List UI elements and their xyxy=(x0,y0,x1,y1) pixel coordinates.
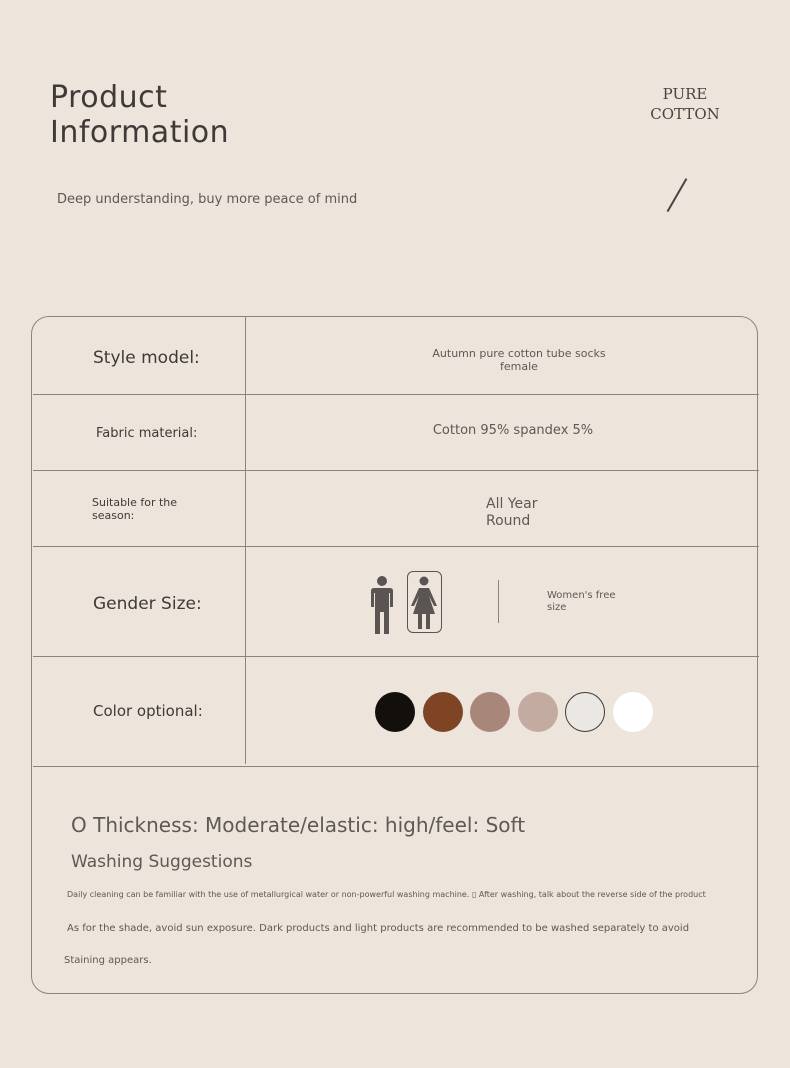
washing-text-line-2: As for the shade, avoid sun exposure. Dark products and light products are recommended to be washed separately to avoid xyxy=(67,923,690,934)
male-icon xyxy=(370,574,394,640)
color-optional-label: Color optional: xyxy=(93,702,203,720)
color-swatch-light-taupe[interactable] xyxy=(518,692,558,732)
color-swatch-off-white[interactable] xyxy=(565,692,605,732)
row-divider xyxy=(33,546,759,547)
washing-suggestions-title: Washing Suggestions xyxy=(71,852,253,872)
badge-line-2: COTTON xyxy=(650,105,720,123)
season-value-line-2: Round xyxy=(486,513,531,529)
badge-line-1: PURE xyxy=(662,85,708,103)
row-divider xyxy=(33,656,759,657)
decorative-slash xyxy=(667,178,687,212)
style-model-value xyxy=(400,347,638,373)
style-model-label: Style model: xyxy=(93,348,200,368)
gender-size-separator xyxy=(498,580,499,623)
title-line-2: Information xyxy=(50,115,230,150)
row-divider xyxy=(33,470,759,471)
washing-text-line-3: Staining appears. xyxy=(64,955,152,966)
row-divider xyxy=(33,394,759,395)
season-label-line-1: Suitable for the xyxy=(92,496,178,509)
season-value-line-1: All Year xyxy=(486,496,538,512)
size-value-line-1: Women's free xyxy=(547,590,616,601)
title-line-1: Product xyxy=(50,80,168,115)
thickness-text: O Thickness: Moderate/elastic: high/feel: Soft xyxy=(71,813,526,837)
female-icon xyxy=(407,571,442,633)
size-value-line-2: size xyxy=(547,602,567,613)
style-model-value-line-2: female xyxy=(500,360,538,373)
pure-cotton-badge xyxy=(630,84,740,124)
season-label-line-2: season: xyxy=(92,509,135,522)
size-value xyxy=(547,590,637,614)
washing-text-line-1: Daily cleaning can be familiar with the use of metallurgical water or non-powerful washing machine. ▯ After washing, talk about the reverse side of the product xyxy=(67,890,706,899)
color-swatch-black[interactable] xyxy=(375,692,415,732)
season-label xyxy=(92,496,177,522)
season-value xyxy=(486,496,556,530)
table-column-divider xyxy=(245,317,246,764)
fabric-value: Cotton 95% spandex 5% xyxy=(432,423,594,438)
color-swatch-white[interactable] xyxy=(613,692,653,732)
fabric-label: Fabric material: xyxy=(96,426,198,441)
color-swatch-brown[interactable] xyxy=(423,692,463,732)
color-swatch-taupe[interactable] xyxy=(470,692,510,732)
page-title xyxy=(50,80,310,150)
gender-size-label: Gender Size: xyxy=(93,594,202,614)
row-divider xyxy=(33,766,759,767)
page-subtitle: Deep understanding, buy more peace of mind xyxy=(57,192,358,207)
style-model-value-line-1: Autumn pure cotton tube socks xyxy=(432,347,606,360)
